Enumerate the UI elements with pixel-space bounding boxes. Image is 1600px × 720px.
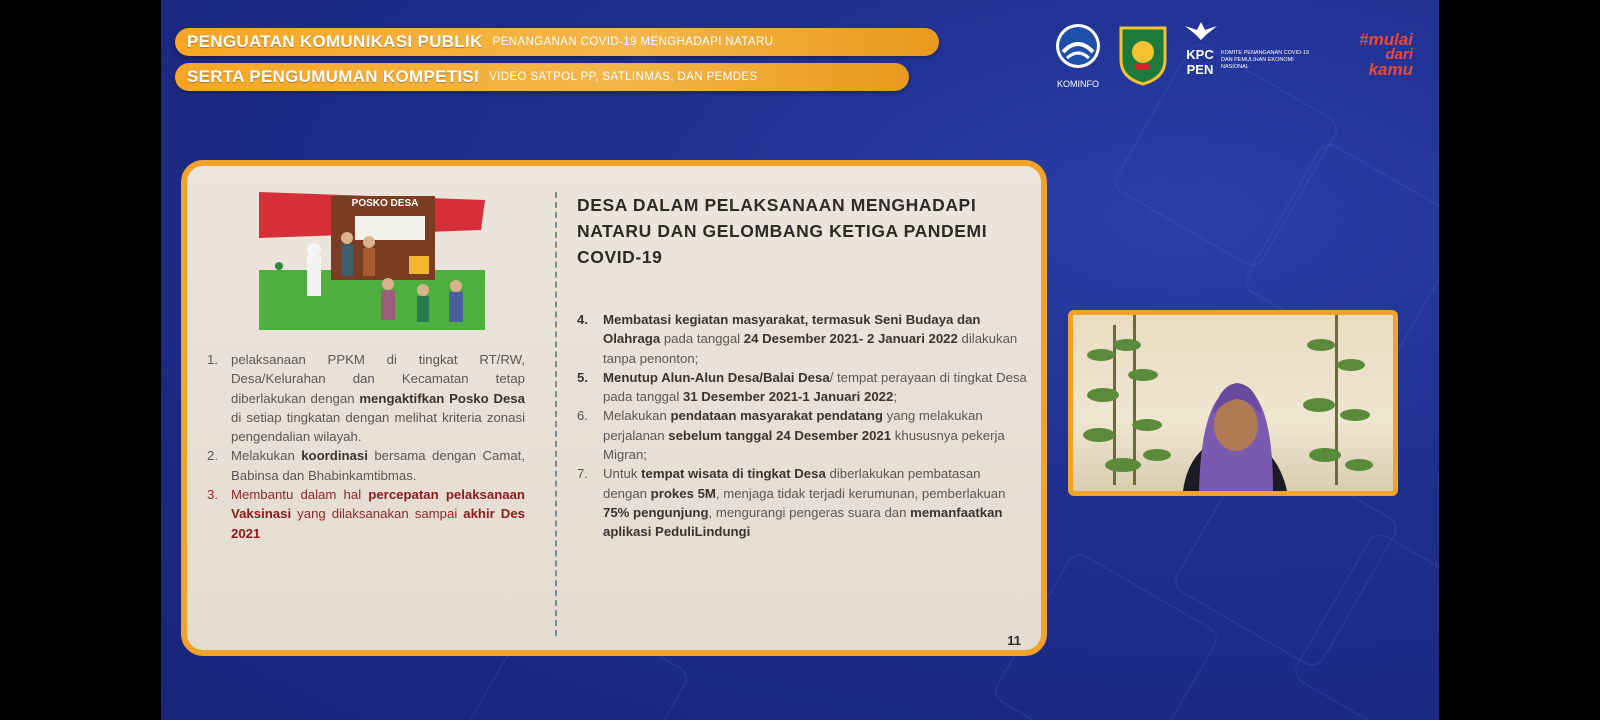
- kpcpen-logo: [1183, 20, 1219, 77]
- item-text: , mengurangi pengeras suara dan: [708, 504, 911, 520]
- list-item: [577, 310, 1027, 368]
- item-emphasis: pendataan masyarakat pendatang: [670, 408, 883, 424]
- list-item: [207, 446, 525, 485]
- item-text: / tempat perayaan di tingkat Desa pada tanggal: [603, 369, 1027, 405]
- item-emphasis: koordinasi: [301, 448, 368, 464]
- kominfo-label: KOMINFO: [1057, 79, 1099, 89]
- speaker-webcam-video: [1068, 310, 1398, 496]
- item-number: 2.: [207, 448, 218, 464]
- slide-page-number: 11: [1007, 633, 1021, 648]
- item-emphasis: 31 Desember 2021-1 Januari 2022: [682, 389, 894, 405]
- item-text: Melakukan: [231, 448, 302, 464]
- slide-title: DESA DALAM PELAKSANAAN MENGHADAPI NATARU DAN GELOMBANG KETIGA PANDEMI COVID-19: [577, 195, 988, 267]
- garuda-icon: [1183, 20, 1219, 42]
- header-banner-1: [175, 28, 939, 56]
- item-emphasis: akhir Des 2021: [231, 506, 525, 541]
- item-emphasis: prokes 5M: [650, 485, 716, 501]
- kpcpen-letters: KPC PEN: [1186, 47, 1214, 77]
- slide-panel: [181, 160, 1047, 656]
- item-emphasis: mengaktifkan Posko Desa: [359, 390, 525, 406]
- item-text: Melakukan: [603, 408, 671, 424]
- mulai-dari-kamu-logo: [1333, 32, 1413, 77]
- item-text: di setiap tingkatan dengan melihat kriteria zonasi pengendalian wilayah.: [231, 409, 525, 445]
- list-item: [577, 368, 1027, 407]
- presentation-stage: [161, 0, 1439, 720]
- header-title-2: SERTA PENGUMUMAN KOMPETISI: [187, 67, 480, 86]
- item-text: khususnya pekerja Migran;: [603, 427, 1005, 463]
- plant-left-icon: [1083, 315, 1171, 485]
- item-emphasis: sebelum tanggal 24 Desember 2021: [668, 427, 892, 443]
- kemendagri-emblem-icon: [1119, 24, 1167, 91]
- list-item: [577, 464, 1027, 541]
- item-emphasis: Membatasi kegiatan masyarakat, termasuk Seni Budaya dan Olahraga: [603, 312, 981, 347]
- item-emphasis: memanfaatkan aplikasi PeduliLindungi: [603, 504, 1003, 540]
- item-emphasis: percepatan pelaksanaan Vaksinasi: [231, 487, 525, 522]
- item-text: Membantu dalam hal: [231, 487, 369, 503]
- header-title-1: PENGUATAN KOMUNIKASI PUBLIK: [187, 32, 483, 51]
- item-text: bersama dengan Camat, Babinsa dan Bhabinkamtibmas.: [231, 448, 525, 483]
- item-text: yang melakukan perjalanan: [603, 408, 983, 443]
- kamu-word: kamu: [1368, 60, 1413, 79]
- item-text: dilakukan tanpa penonton;: [603, 331, 1018, 366]
- item-text: pelaksanaan PPKM di tingkat RT/RW, Desa/Kelurahan dan Kecamatan tetap diberlakukan dengan: [231, 352, 525, 406]
- plant-right-icon: [1303, 315, 1373, 485]
- item-text: , menjaga tidak terjadi kerumunan, pemberlakuan: [715, 485, 1006, 501]
- left-list: [207, 350, 525, 543]
- speaker-person: [1183, 383, 1287, 491]
- posko-desa-illustration: [259, 186, 485, 330]
- item-number: 6.: [577, 408, 588, 424]
- kpcpen-description: KOMITE PENANGANAN COVID-19 DAN PEMULIHAN EKONOMI NASIONAL: [1221, 50, 1310, 70]
- posko-desa-sign: POSKO DESA: [351, 198, 419, 209]
- item-emphasis: 24 Desember 2021- 2 Januari 2022: [743, 331, 958, 347]
- item-emphasis: tempat wisata di tingkat Desa: [641, 466, 826, 482]
- list-item: [207, 485, 525, 543]
- item-number: 5.: [577, 369, 588, 385]
- dashed-divider: [555, 192, 557, 636]
- right-list: [577, 310, 1027, 542]
- item-text: pada tanggal: [660, 331, 744, 347]
- kominfo-logo: [1049, 22, 1107, 89]
- item-text: yang dilaksanakan sampai: [291, 506, 464, 522]
- item-text: diberlakukan pembatasan dengan: [603, 466, 981, 501]
- item-text: Untuk: [603, 466, 642, 482]
- list-item: [207, 350, 525, 446]
- item-number: 7.: [577, 466, 588, 482]
- item-number: 4.: [577, 312, 588, 327]
- item-text: ;: [893, 389, 898, 405]
- item-number: 3.: [207, 487, 218, 503]
- item-number: 1.: [207, 352, 218, 367]
- header-subtitle-1: PENANGANAN COVID-19 MENGHADAPI NATARU: [492, 36, 774, 48]
- list-item: [577, 406, 1027, 464]
- sponsor-logos: [1049, 20, 1429, 95]
- dari-word: dari: [1385, 46, 1413, 63]
- header-subtitle-2: VIDEO SATPOL PP, SATLINMAS, DAN PEMDES: [489, 71, 758, 83]
- mulai-word: #mulai: [1359, 30, 1413, 49]
- item-emphasis: 75% pengunjung: [603, 504, 709, 520]
- item-emphasis: Menutup Alun-Alun Desa/Balai Desa: [603, 369, 830, 385]
- header-banner-2: [175, 63, 909, 91]
